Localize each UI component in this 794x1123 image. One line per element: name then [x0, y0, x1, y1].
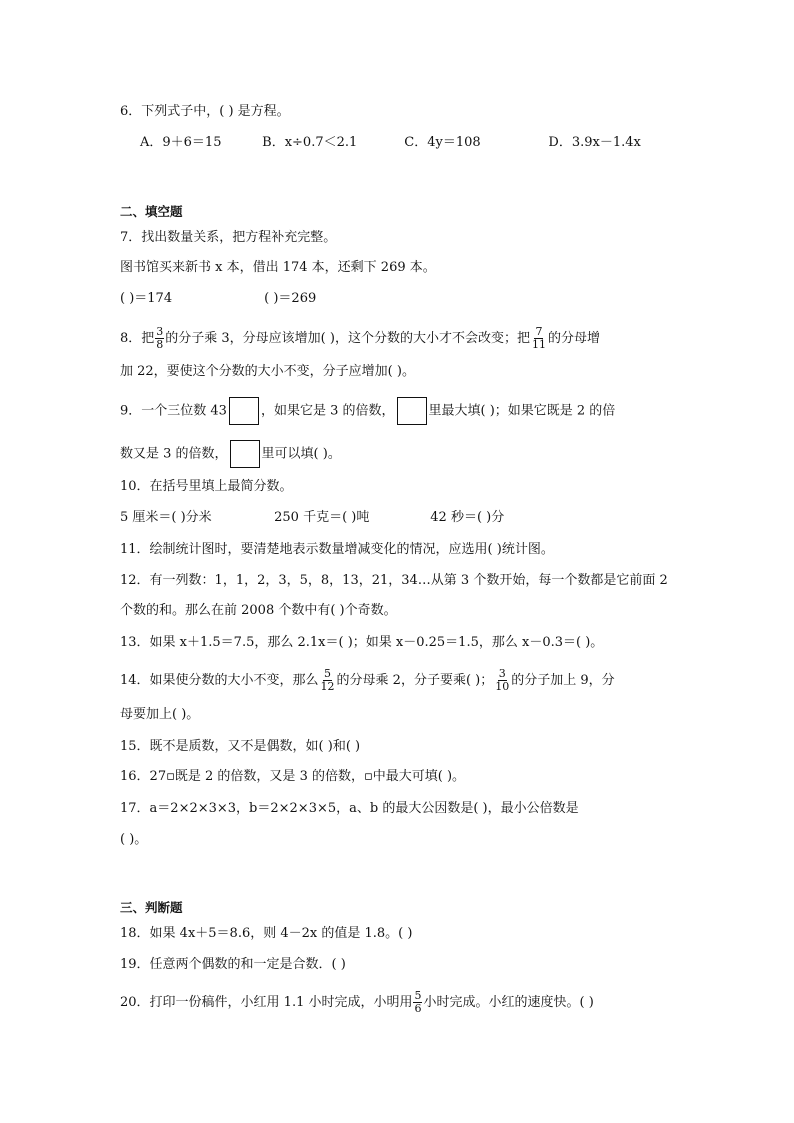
- q14-frac1-numerator: 5: [324, 667, 332, 680]
- q6-options: [140, 133, 641, 153]
- q8-line1: [120, 326, 600, 351]
- q11-text: 11．绘制统计图时，要清楚地表示数量增减变化的情况，应选用( )统计图。: [120, 542, 554, 557]
- q8-text-a: 8．把: [120, 331, 155, 346]
- q20-line: [120, 990, 594, 1015]
- q14-text-b: 的分母乘 2，分子要乘( )；: [336, 673, 494, 688]
- q8-frac1-numerator: 3: [156, 325, 164, 338]
- q14-line1: [120, 668, 615, 693]
- q12-line2: 个数的和。那么在前 2008 个数中有( )个奇数。: [120, 603, 397, 618]
- q14-frac2-numerator: 3: [498, 667, 506, 680]
- q14-text-c: 的分子加上 9，分: [511, 673, 615, 688]
- q6-stem: 6．下列式子中，( ) 是方程。: [120, 104, 290, 119]
- digit-box-1: [229, 397, 259, 425]
- q16-text: 16．27▫既是 2 的倍数，又是 3 的倍数，▫中最大可填( )。: [120, 769, 466, 784]
- q10-items: [120, 508, 504, 528]
- q8-text-b: 的分子乘 3，分母应该增加( )，这个分数的大小才不会改变；把: [165, 331, 530, 346]
- q7-stem: 7．找出数量关系，把方程补充完整。: [120, 230, 337, 245]
- q14-frac1-denominator: 12: [320, 680, 335, 693]
- q17-line1: 17．a＝2×2×3×3，b＝2×2×3×5，a、b 的最大公因数是( )，最小公倍数是: [120, 801, 579, 816]
- section-title-fill-in: 二、填空题: [120, 204, 183, 219]
- q20-frac-denominator: 6: [414, 1002, 422, 1015]
- q14-line2: 母要加上( )。: [120, 707, 200, 722]
- q8-frac2-numerator: 7: [535, 325, 543, 338]
- q20-frac-numerator: 5: [414, 989, 422, 1002]
- q9-text-a: 9．一个三位数 43: [120, 403, 227, 419]
- q14-frac2-denominator: 10: [495, 680, 510, 693]
- q20-text-a: 20．打印一份稿件，小红用 1.1 小时完成，小明用: [120, 995, 413, 1010]
- q8-frac1-denominator: 8: [156, 338, 164, 351]
- q20-fraction: [413, 990, 422, 1015]
- q7-equation-1: ( )＝174: [120, 291, 173, 306]
- q15-text: 15．既不是质数，又不是偶数，如( )和( ): [120, 739, 361, 754]
- q8-fraction-1: [155, 326, 164, 351]
- q6-option-c: C．4y＝108: [404, 135, 481, 150]
- q12-line1: 12．有一列数：1，1，2，3，5，8，13，21，34…从第 3 个数开始，每一个数都是它前面 2: [120, 573, 668, 588]
- q8-fraction-2: [531, 326, 547, 351]
- q9-line2: [120, 440, 341, 468]
- q9-text-b: ，如果它是 3 的倍数，: [260, 403, 395, 419]
- q6-option-b: B．x÷0.7＜2.1: [262, 135, 358, 150]
- section-title-true-false: 三、判断题: [120, 900, 183, 915]
- q10-stem: 10．在括号里填上最简分数。: [120, 479, 293, 494]
- q9-text-e: 里可以填( )。: [261, 446, 341, 462]
- q9-text-d: 数又是 3 的倍数，: [120, 446, 228, 462]
- q14-text-a: 14．如果使分数的大小不变，那么: [120, 673, 319, 688]
- q10-item-2: 250 千克＝( )吨: [274, 510, 370, 525]
- q13-text: 13．如果 x＋1.5＝7.5，那么 2.1x＝( )；如果 x－0.25＝1.5，那么 x－0.3＝( )。: [120, 635, 604, 650]
- q6-option-a: A．9＋6＝15: [140, 135, 222, 150]
- q19-text: 19．任意两个偶数的和一定是合数．( ): [120, 957, 346, 972]
- q9-line1: [120, 397, 615, 425]
- q8-text-c: 的分母增: [547, 331, 600, 346]
- q7-equations: [120, 289, 316, 309]
- digit-box-2: [397, 397, 427, 425]
- q6-option-d: D．3.9x－1.4x: [548, 135, 641, 150]
- digit-box-3: [230, 440, 260, 468]
- q9-text-c: 里最大填( )；如果它既是 2 的倍: [428, 403, 616, 419]
- q7-line2: 图书馆买来新书 x 本，借出 174 本，还剩下 269 本。: [120, 260, 436, 275]
- q17-line2: ( )。: [120, 832, 148, 847]
- q7-equation-2: ( )＝269: [264, 291, 317, 306]
- q8-frac2-denominator: 11: [531, 338, 546, 351]
- q20-text-b: 小时完成。小红的速度快。( ): [423, 995, 594, 1010]
- q8-line2: 加 22，要使这个分数的大小不变，分子应增加( )。: [120, 364, 415, 379]
- q10-item-3: 42 秒＝( )分: [430, 510, 505, 525]
- q18-text: 18．如果 4x＋5＝8.6，则 4－2x 的值是 1.8。( ): [120, 926, 413, 941]
- q10-item-1: 5 厘米＝( )分米: [120, 510, 212, 525]
- q14-fraction-1: [320, 668, 336, 693]
- q14-fraction-2: [494, 668, 510, 693]
